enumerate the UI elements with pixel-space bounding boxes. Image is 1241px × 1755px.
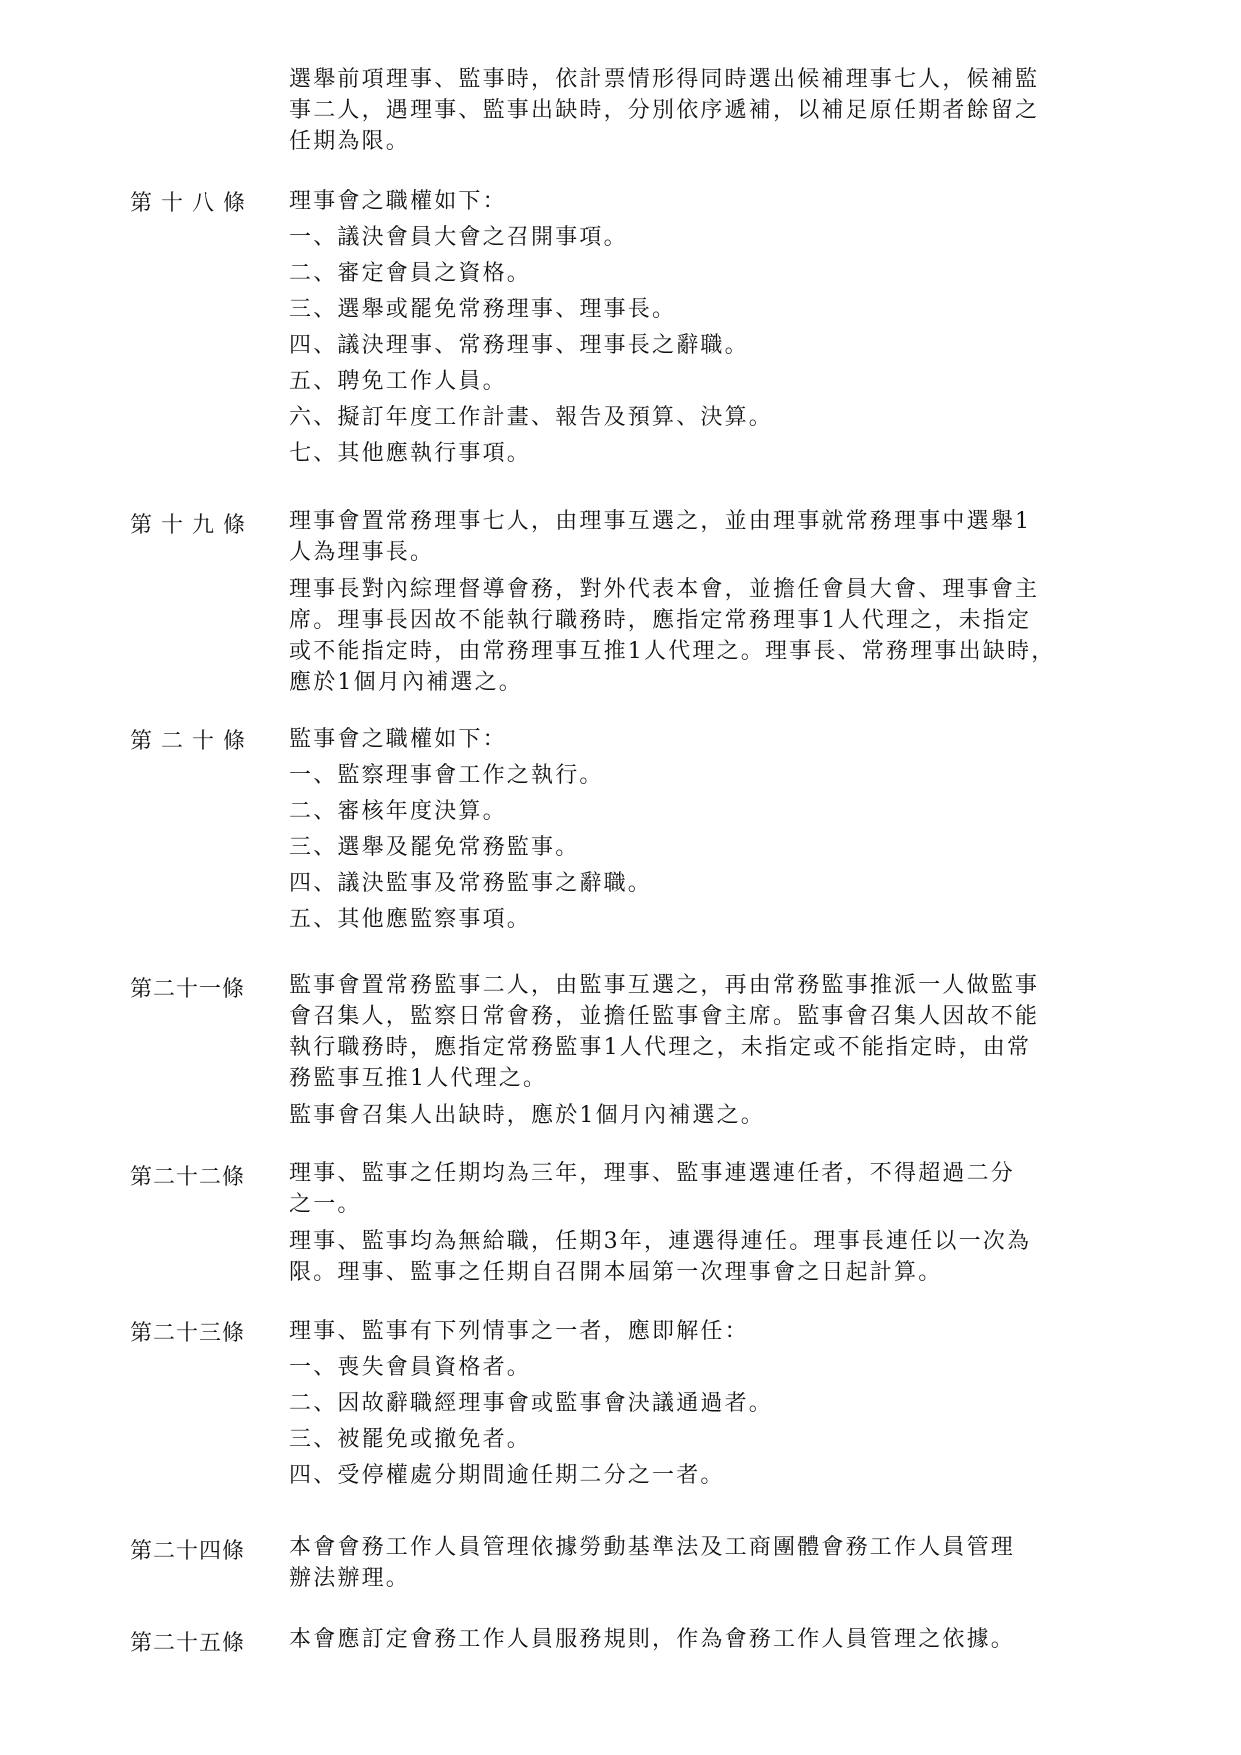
article-label: 第二十三條 (130, 1321, 246, 1346)
article-label: 第二十四條 (130, 1539, 246, 1564)
article-content (289, 506, 1119, 704)
text-line: 理事、監事均為無給職，任期3年，連選得連任。理事長連任以一次為 (289, 1229, 1032, 1254)
text-line: 監事會召集人出缺時，應於1個月內補選之。 (289, 1103, 765, 1128)
article-label: 第二十一條 (130, 977, 246, 1002)
article-content (289, 1624, 1119, 1655)
article-label: 第 十 九 條 (130, 513, 246, 538)
article-intro: 理事、監事有下列情事之一者，應即解任： (289, 1319, 749, 1344)
text-line: 理事會置常務理事七人，由理事互選之，並由理事就常務理事中選舉1 (289, 509, 1032, 534)
article-content (289, 1532, 1119, 1594)
list-item: 一、喪失會員資格者。 (289, 1355, 532, 1380)
paragraph (289, 1158, 1119, 1220)
paragraph (289, 1100, 1119, 1131)
text-line: 任期為限。 (289, 129, 411, 154)
text-line: 應於1個月內補選之。 (289, 670, 523, 695)
text-line: 本會會務工作人員管理依據勞動基準法及工商團體會務工作人員管理 (289, 1535, 1016, 1560)
article-content (289, 970, 1119, 1137)
text-line: 理事、監事之任期均為三年，理事、監事連選連任者，不得超過二分 (289, 1161, 1016, 1186)
list-item: 五、其他應監察事項。 (289, 907, 532, 932)
list-item: 六、擬訂年度工作計畫、報告及預算、決算。 (289, 405, 774, 430)
text-line: 或不能指定時，由常務理事互推1人代理之。理事長、常務理事出缺時， (289, 639, 1056, 664)
list-item: 二、因故辭職經理事會或監事會決議通過者。 (289, 1391, 774, 1416)
list-item: 二、審核年度決算。 (289, 799, 507, 824)
text-line: 務監事互推1人代理之。 (289, 1066, 548, 1091)
article-label: 第 二 十 條 (130, 729, 246, 754)
text-line: 人為理事長。 (289, 540, 435, 565)
text-line: 監事會置常務監事二人，由監事互選之，再由常務監事推派一人做監事 (289, 973, 1040, 998)
article-content (289, 1158, 1119, 1294)
article-label: 第二十五條 (130, 1631, 246, 1656)
article-content (289, 1314, 1119, 1494)
paragraph (289, 970, 1119, 1094)
list-item: 四、受停權處分期間逾任期二分之一者。 (289, 1463, 725, 1488)
paragraph (289, 1226, 1119, 1288)
text-line: 席。理事長因故不能執行職務時，應指定常務理事1人代理之，未指定 (289, 608, 1032, 633)
article-label: 第二十二條 (130, 1165, 246, 1190)
text-line: 會召集人，監察日常會務，並擔任監事會主席。監事會召集人因故不能 (289, 1004, 1040, 1029)
list-item: 三、被罷免或撤免者。 (289, 1427, 532, 1452)
article-content (289, 184, 1119, 472)
paragraph (289, 506, 1119, 568)
list-item: 四、議決理事、常務理事、理事長之辭職。 (289, 333, 749, 358)
text-line: 理事長對內綜理督導會務，對外代表本會，並擔任會員大會、理事會主 (289, 577, 1040, 602)
list-item: 四、議決監事及常務監事之辭職。 (289, 871, 653, 896)
article-intro: 監事會之職權如下： (289, 727, 507, 752)
text-line: 限。理事、監事之任期自召開本屆第一次理事會之日起計算。 (289, 1260, 943, 1285)
text-line: 事二人，遇理事、監事出缺時，分別依序遞補，以補足原任期者餘留之 (289, 98, 1040, 123)
text-line: 本會應訂定會務工作人員服務規則，作為會務工作人員管理之依據。 (289, 1627, 1016, 1652)
list-item: 二、審定會員之資格。 (289, 261, 532, 286)
text-line: 執行職務時，應指定常務監事1人代理之，未指定或不能指定時，由常 (289, 1035, 1032, 1060)
list-item: 三、選舉及罷免常務監事。 (289, 835, 580, 860)
article-label: 第 十 八 條 (130, 191, 246, 216)
list-item: 七、其他應執行事項。 (289, 441, 532, 466)
article-content (289, 722, 1119, 938)
text-line: 之一。 (289, 1192, 362, 1217)
paragraph (289, 574, 1119, 698)
list-item: 一、議決會員大會之召開事項。 (289, 225, 628, 250)
list-item: 一、監察理事會工作之執行。 (289, 763, 604, 788)
article-content (289, 64, 1119, 157)
text-line: 辦法辦理。 (289, 1566, 411, 1591)
list-item: 五、聘免工作人員。 (289, 369, 507, 394)
text-line: 選舉前項理事、監事時，依計票情形得同時選出候補理事七人，候補監 (289, 67, 1040, 92)
list-item: 三、選舉或罷免常務理事、理事長。 (289, 297, 677, 322)
article-intro: 理事會之職權如下： (289, 189, 507, 214)
